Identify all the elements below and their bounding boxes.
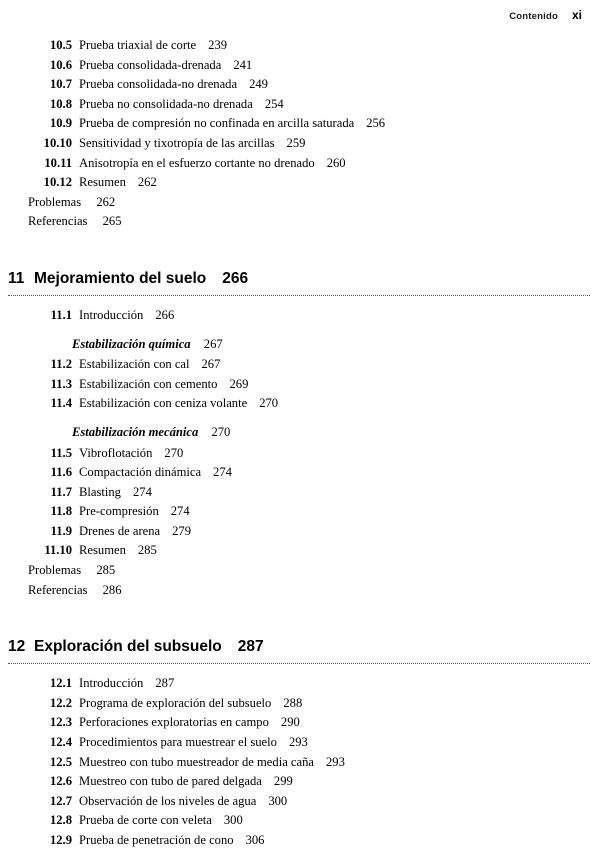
entry-page: 262 [96, 194, 116, 209]
entry-page: 279 [172, 523, 191, 538]
chapter-number: 11 [8, 269, 25, 287]
entry-title: Prueba de corte con veleta [79, 813, 212, 828]
entry-title: Introducción [79, 676, 144, 691]
toc-entry[interactable] [0, 394, 600, 414]
toc-entry[interactable] [0, 713, 600, 733]
chapter-line [0, 270, 600, 288]
toc-entry[interactable] [0, 463, 600, 483]
entry-page: 267 [201, 357, 221, 372]
entry-number: 12.8 [49, 813, 72, 828]
toc-entry[interactable] [0, 36, 600, 56]
entry-number: 10.5 [49, 38, 72, 52]
entry-number: 12.6 [49, 774, 72, 789]
toc-group-chapter12 [0, 674, 600, 850]
entry-title: Resumen [79, 543, 126, 558]
entry-number: 10.9 [49, 116, 72, 131]
toc-entry[interactable] [0, 502, 600, 522]
entry-title: Prueba de penetración de cono [79, 833, 234, 847]
entry-number: 11.5 [50, 445, 72, 460]
toc-entry[interactable] [0, 694, 600, 714]
entry-title: Estabilización con cemento [79, 376, 218, 391]
entry-page: 285 [137, 543, 157, 558]
toc-group-chapter11 [0, 306, 600, 600]
page-number: xi [571, 8, 582, 22]
chapter-heading-11[interactable] [0, 270, 600, 296]
entry-page: 306 [245, 833, 265, 847]
toc-entry[interactable] [0, 355, 600, 375]
entry-page: 285 [96, 563, 116, 578]
toc-entry[interactable] [0, 56, 600, 76]
chapter-page: 266 [222, 269, 249, 287]
entry-number: 10.12 [43, 175, 72, 190]
toc-entry[interactable] [0, 114, 600, 134]
entry-page: 287 [155, 676, 175, 691]
toc-entry[interactable] [0, 811, 600, 831]
toc-entry[interactable] [0, 154, 600, 174]
entry-title: Observación de los niveles de agua [79, 793, 257, 808]
entry-number: 11.4 [50, 396, 72, 411]
entry-title: Procedimientos para muestrear el suelo [79, 735, 277, 750]
entry-number: 12.4 [49, 735, 72, 750]
toc-entry[interactable] [0, 75, 600, 95]
subheading-page: 267 [203, 336, 223, 351]
chapter-title: Exploración del subsuelo [34, 638, 222, 656]
chapter-line [0, 638, 600, 656]
entry-number: 12.9 [49, 833, 72, 847]
entry-title: Resumen [79, 175, 126, 190]
entry-title: Prueba de compresión no confinada en arcilla saturada [79, 116, 355, 131]
entry-number: 10.6 [49, 57, 72, 72]
entry-page: 270 [164, 445, 184, 460]
toc-entry[interactable] [0, 444, 600, 464]
entry-page: 262 [137, 175, 157, 190]
entry-number: 11.8 [50, 504, 72, 519]
toc-entry[interactable] [0, 522, 600, 542]
entry-title: Referencias [28, 214, 88, 229]
entry-number: 10.8 [49, 96, 72, 111]
entry-page: 274 [170, 504, 190, 519]
entry-title: Vibroflotación [79, 445, 153, 460]
toc-subheading-estabilizacion-mecanica [72, 423, 600, 443]
entry-title: Anisotropía en el esfuerzo cortante no drenado [79, 155, 315, 170]
toc-entry[interactable] [0, 792, 600, 812]
entry-title: Prueba no consolidada-no drenada [79, 96, 253, 111]
chapter-page: 287 [237, 638, 264, 656]
toc-entry[interactable] [0, 674, 600, 694]
entry-page: 274 [213, 465, 232, 480]
entry-page: 266 [155, 307, 175, 322]
entry-title: Estabilización con ceniza volante [79, 396, 248, 411]
entry-number: 11.2 [50, 357, 72, 372]
toc-entry-problemas[interactable] [28, 193, 600, 213]
toc-entry[interactable] [0, 831, 600, 851]
entry-page: 290 [280, 715, 300, 730]
toc-entry-referencias[interactable] [28, 581, 600, 601]
toc-entry[interactable] [0, 306, 600, 326]
toc-entry[interactable] [0, 753, 600, 773]
entry-number: 10.7 [49, 77, 72, 92]
entry-page: 269 [229, 376, 249, 391]
entry-number: 11.7 [50, 484, 72, 499]
toc-entry[interactable] [0, 95, 600, 115]
entry-title: Problemas [28, 563, 82, 578]
entry-page: 249 [249, 77, 268, 92]
entry-title: Perforaciones exploratorias en campo [79, 715, 269, 730]
toc-entry-referencias[interactable] [28, 212, 600, 232]
entry-title: Programa de exploración del subsuelo [79, 695, 272, 710]
entry-number: 12.7 [49, 793, 72, 808]
entry-title: Prueba consolidada-no drenada [79, 77, 238, 92]
entry-page: 259 [286, 135, 306, 150]
entry-title: Estabilización con cal [79, 357, 190, 372]
toc-content [0, 36, 600, 851]
entry-page: 239 [208, 38, 228, 52]
entry-number: 12.5 [49, 754, 72, 769]
toc-entry[interactable] [0, 375, 600, 395]
chapter-heading-12[interactable] [0, 638, 600, 664]
subheading-title: Estabilización química [72, 336, 191, 351]
chapter-title: Mejoramiento del suelo [34, 269, 207, 287]
toc-subheading-estabilizacion-quimica [72, 335, 600, 355]
entry-page: 300 [223, 813, 243, 828]
toc-entry[interactable] [0, 173, 600, 193]
entry-number: 11.9 [50, 523, 72, 538]
entry-page: 286 [102, 582, 122, 597]
chapter-number: 12 [8, 638, 26, 656]
entry-page: 254 [264, 96, 284, 111]
entry-page: 274 [132, 484, 152, 499]
toc-entry[interactable] [0, 483, 600, 503]
entry-title: Compactación dinámica [79, 465, 202, 480]
entry-page: 256 [366, 116, 386, 131]
entry-number: 12.1 [49, 676, 72, 691]
entry-page: 293 [326, 754, 345, 769]
subheading-title: Estabilización mecánica [72, 424, 199, 439]
toc-entry[interactable] [0, 733, 600, 753]
entry-page: 270 [259, 396, 279, 411]
toc-entry[interactable] [0, 772, 600, 792]
entry-title: Muestreo con tubo muestreador de media caña [79, 754, 314, 769]
entry-page: 288 [283, 695, 303, 710]
toc-entry-problemas[interactable] [28, 561, 600, 581]
entry-number: 11.10 [44, 543, 72, 558]
entry-title: Blasting [79, 484, 121, 499]
entry-number: 10.10 [43, 135, 72, 150]
running-head-label: Contenido [509, 11, 558, 22]
entry-title: Sensitividad y tixotropía de las arcillas [79, 135, 275, 150]
entry-page: 293 [288, 735, 308, 750]
entry-number: 12.3 [49, 715, 72, 730]
entry-title: Prueba triaxial de corte [79, 38, 197, 52]
toc-entry[interactable] [0, 134, 600, 154]
entry-title: Problemas [28, 194, 82, 209]
chapter-divider [8, 295, 590, 296]
entry-number: 10.11 [44, 155, 72, 170]
entry-number: 12.2 [49, 695, 72, 710]
entry-number: 11.1 [50, 307, 72, 322]
entry-title: Referencias [28, 582, 88, 597]
subheading-page: 270 [211, 424, 231, 439]
entry-title: Prueba consolidada-drenada [79, 57, 222, 72]
entry-page: 265 [102, 214, 122, 229]
entry-page: 241 [233, 57, 253, 72]
entry-page: 299 [273, 774, 293, 789]
entry-page: 260 [326, 155, 346, 170]
chapter-divider [8, 663, 590, 664]
entry-number: 11.6 [50, 465, 72, 480]
entry-title: Muestreo con tubo de pared delgada [79, 774, 262, 789]
entry-page: 300 [268, 793, 288, 808]
entry-title: Introducción [79, 307, 144, 322]
entry-title: Drenes de arena [79, 523, 161, 538]
toc-group-chapter10 [0, 36, 600, 232]
toc-entry[interactable] [0, 541, 600, 561]
entry-title: Pre-compresión [79, 504, 159, 519]
entry-number: 11.3 [50, 376, 72, 391]
running-head [509, 8, 582, 22]
